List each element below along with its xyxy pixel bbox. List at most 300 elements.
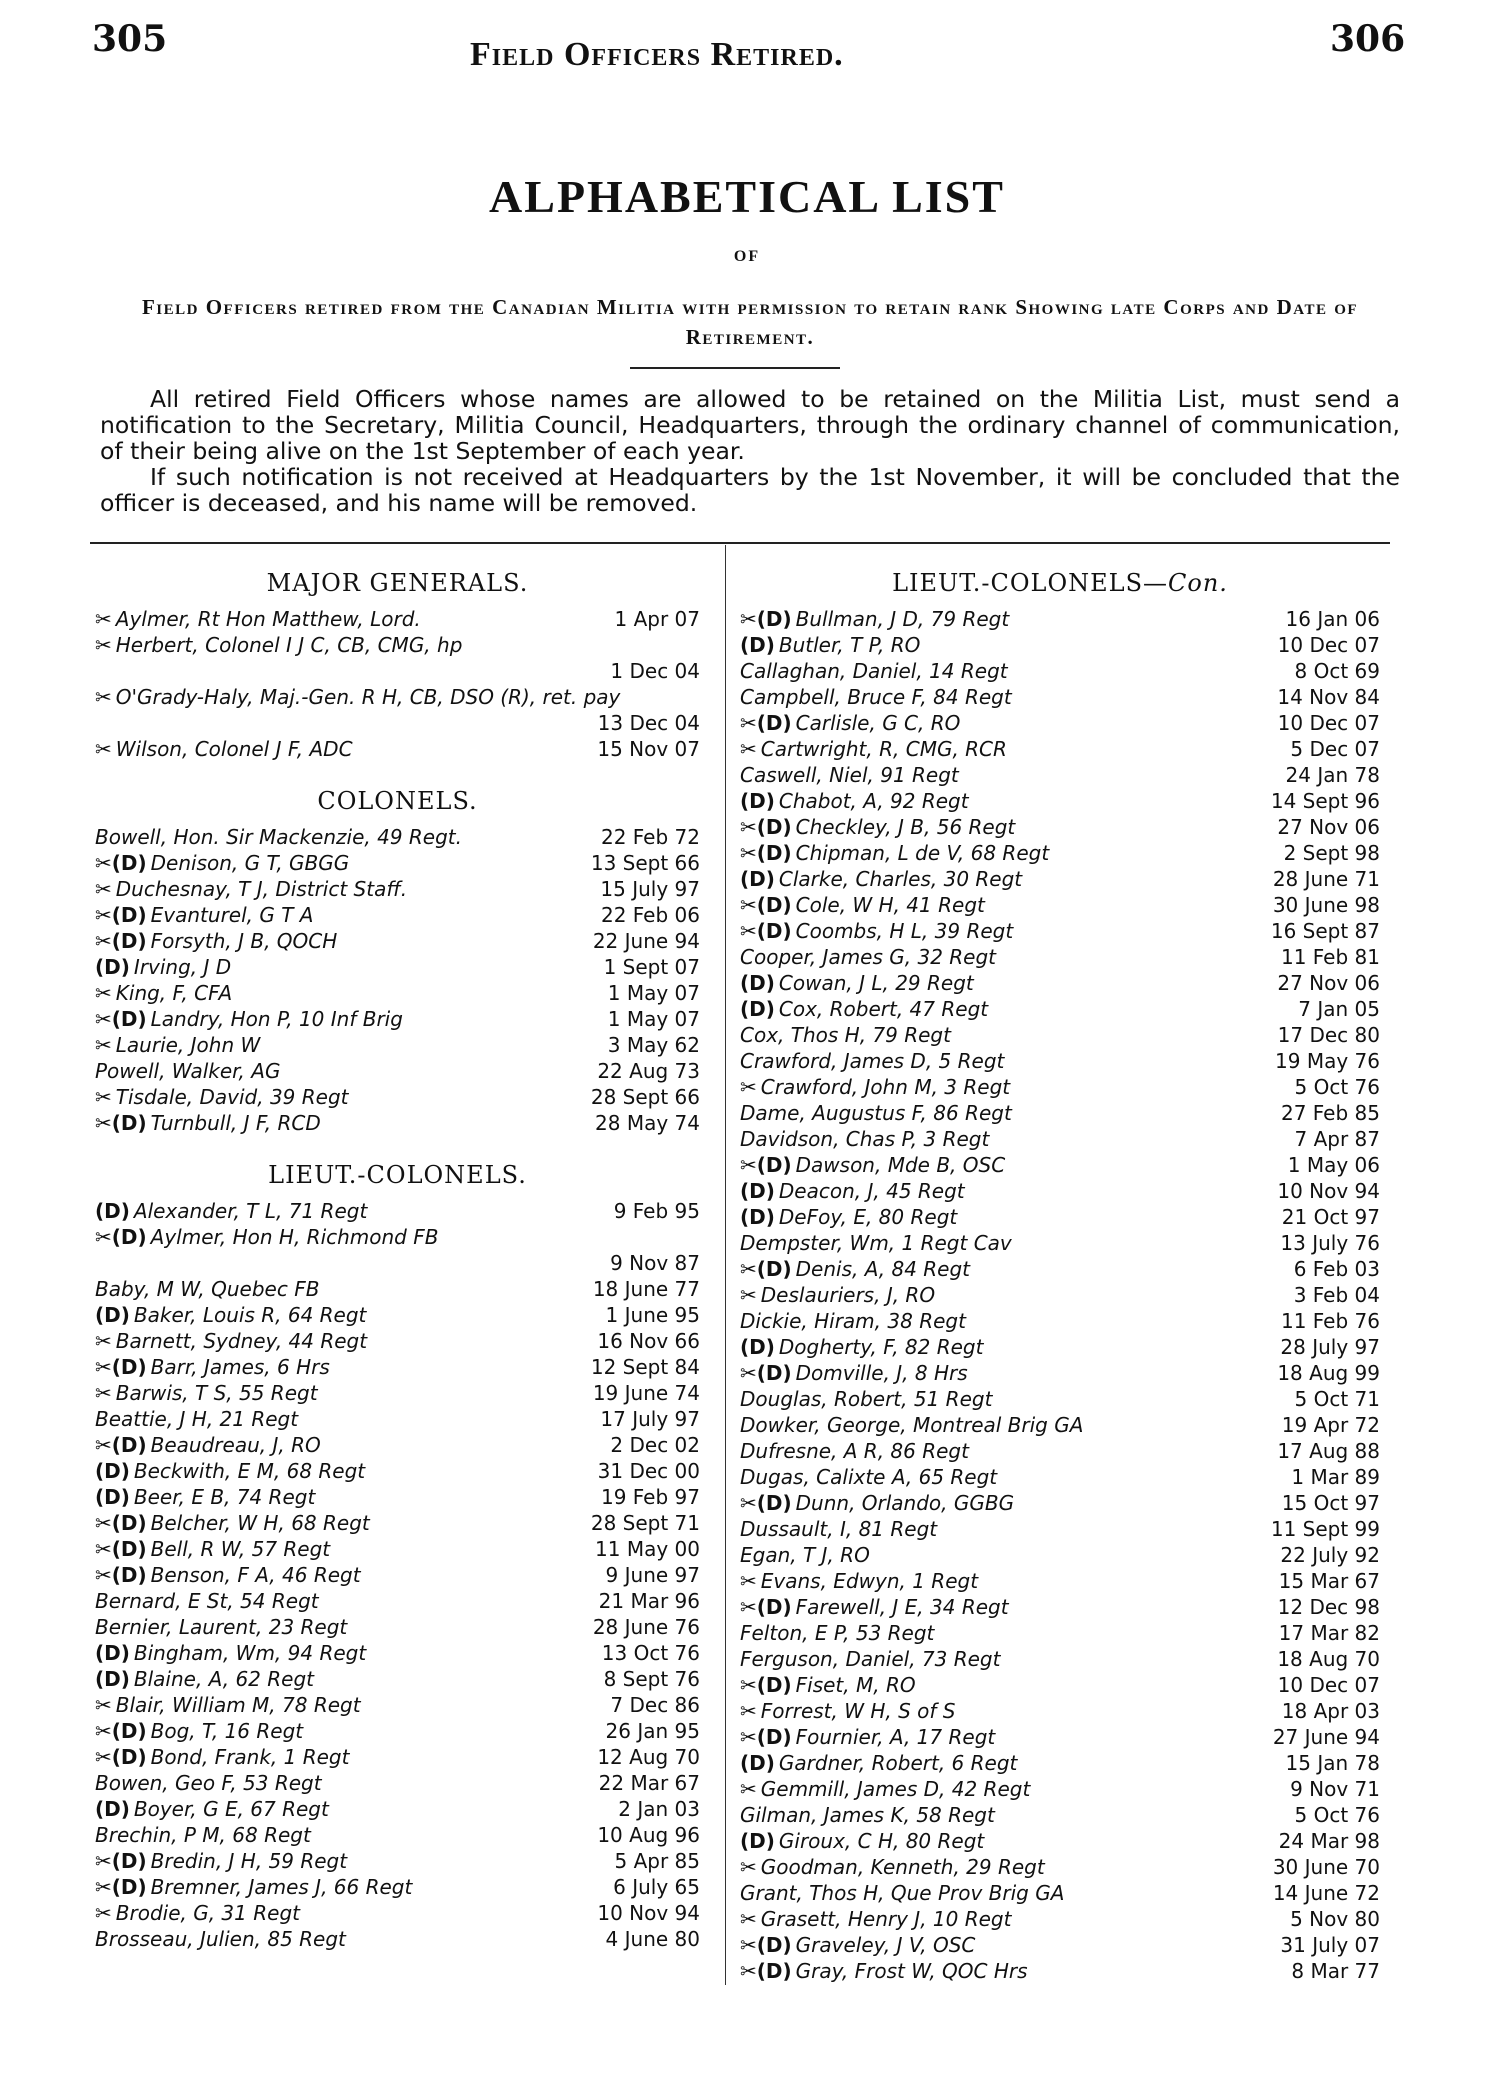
- list-item: [95, 1380, 700, 1406]
- officer-name-text: Domville, J, 8 Hrs: [795, 1361, 968, 1385]
- officer-name-text: Ferguson, Daniel, 73 Regt: [740, 1647, 1001, 1671]
- list-item: [95, 824, 700, 850]
- retirement-date: 16 Nov 66: [597, 1329, 700, 1353]
- officer-name: [95, 980, 232, 1006]
- entry-mark: ✂: [95, 633, 112, 657]
- officer-name-text: Baker, Louis R, 64 Regt: [133, 1303, 367, 1327]
- officer-name: [740, 1620, 934, 1646]
- entry-mark: (D): [95, 1303, 130, 1327]
- title-rule: [630, 367, 840, 369]
- officer-name-text: Gilman, James K, 58 Regt: [740, 1803, 995, 1827]
- officer-name: [95, 1058, 280, 1084]
- entry-mark: (D): [740, 1179, 775, 1203]
- list-item: [95, 1562, 700, 1588]
- officer-name-text: Bowell, Hon. Sir Mackenzie, 49 Regt.: [95, 825, 462, 849]
- list-item: [95, 1666, 700, 1692]
- officer-name: [740, 814, 1015, 840]
- lieut-colonels-list: [95, 1198, 700, 1952]
- retirement-date: 11 May 00: [595, 1537, 700, 1561]
- retirement-date: 1 June 95: [605, 1303, 700, 1327]
- officer-name: [95, 1406, 298, 1432]
- list-item: [740, 1074, 1380, 1100]
- retirement-date: 13 Sept 66: [590, 851, 700, 875]
- officer-name-text: Beaudreau, J, RO: [150, 1433, 321, 1457]
- officer-name-text: Chipman, L de V, 68 Regt: [795, 841, 1050, 865]
- entry-mark: ✂(D): [740, 607, 792, 631]
- entry-mark: ✂(D): [95, 1355, 147, 1379]
- officer-name-text: Dufresne, A R, 86 Regt: [740, 1439, 969, 1463]
- list-item: [95, 1692, 700, 1718]
- officer-name-text: Herbert, Colonel I J C, CB, CMG, hp: [115, 633, 463, 657]
- entry-mark: ✂(D): [740, 841, 792, 865]
- retirement-date: 5 Oct 76: [1294, 1075, 1380, 1099]
- officer-name-text: Dugas, Calixte A, 65 Regt: [740, 1465, 998, 1489]
- retirement-date: 17 Mar 82: [1278, 1621, 1380, 1645]
- entry-mark: ✂(D): [740, 919, 792, 943]
- list-item: [95, 632, 700, 684]
- officer-name-text: Wilson, Colonel J F, ADC: [115, 737, 353, 761]
- list-item: [95, 1276, 700, 1302]
- retirement-date: 10 Dec 07: [1277, 1673, 1380, 1697]
- heading-major-generals: MAJOR GENERALS.: [266, 569, 529, 597]
- officer-name: [95, 1328, 367, 1354]
- officer-name-text: Egan, T J, RO: [740, 1543, 870, 1567]
- entry-mark: ✂(D): [95, 851, 147, 875]
- officer-name: [740, 684, 1012, 710]
- retirement-date: 31 July 07: [1280, 1933, 1380, 1957]
- officer-name: [740, 1048, 1004, 1074]
- retirement-date: 16 Sept 87: [1270, 919, 1380, 943]
- officer-name-text: Cartwright, R, CMG, RCR: [760, 737, 1007, 761]
- officer-name: [740, 866, 1022, 892]
- retirement-date: 10 Dec 07: [1277, 711, 1380, 735]
- heading-lieut-colonels-continued: [740, 560, 1380, 606]
- officer-name: [740, 1022, 951, 1048]
- retirement-date: 5 Dec 07: [1290, 737, 1380, 761]
- officer-name: [740, 1594, 1009, 1620]
- major-generals-list: [95, 606, 700, 762]
- list-item: [740, 1880, 1380, 1906]
- retirement-date: 7 Jan 05: [1298, 997, 1380, 1021]
- officer-name: [95, 1874, 412, 1900]
- officer-name-text: Dickie, Hiram, 38 Regt: [740, 1309, 966, 1333]
- retirement-date: 21 Oct 97: [1281, 1205, 1380, 1229]
- retirement-date: 18 June 77: [592, 1277, 700, 1301]
- retirement-date: 1 May 07: [607, 981, 700, 1005]
- officer-name: [740, 1698, 956, 1724]
- entry-mark: ✂(D): [95, 1875, 147, 1899]
- running-title: Field Officers Retired.: [470, 36, 844, 73]
- officer-name-text: Bredin, J H, 59 Regt: [150, 1849, 348, 1873]
- officer-name-text: Alexander, T L, 71 Regt: [133, 1199, 368, 1223]
- officer-name: [740, 840, 1049, 866]
- list-item: [740, 606, 1380, 632]
- retirement-date: 12 Sept 84: [590, 1355, 700, 1379]
- retirement-date: 9 Nov 87: [610, 1251, 700, 1275]
- retirement-date: 24 Jan 78: [1285, 763, 1380, 787]
- officer-name-text: Duchesnay, T J, District Staff.: [115, 877, 408, 901]
- list-item: [95, 1874, 700, 1900]
- officer-name: [740, 1256, 970, 1282]
- officer-name-text: Fiset, M, RO: [795, 1673, 916, 1697]
- officer-name-text: Checkley, J B, 56 Regt: [795, 815, 1016, 839]
- officer-name: [740, 996, 988, 1022]
- section-rule: [90, 542, 1390, 544]
- officer-name: [740, 892, 985, 918]
- entry-mark: ✂(D): [95, 1007, 147, 1031]
- entry-mark: ✂: [740, 1283, 757, 1307]
- list-item: [740, 944, 1380, 970]
- list-item: [95, 1302, 700, 1328]
- officer-name: [95, 850, 349, 876]
- entry-mark: ✂: [740, 1907, 757, 1931]
- entry-mark: ✂(D): [95, 929, 147, 953]
- list-item: [740, 1386, 1380, 1412]
- officer-name-text: Forsyth, J B, QOCH: [150, 929, 338, 953]
- entry-mark: ✂: [740, 1075, 757, 1099]
- officer-name-text: Gray, Frost W, QOC Hrs: [795, 1959, 1028, 1983]
- entry-mark: ✂(D): [740, 1725, 792, 1749]
- list-item: [95, 1198, 700, 1224]
- retirement-date: 15 Jan 78: [1285, 1751, 1380, 1775]
- officer-name-text: Davidson, Chas P, 3 Regt: [740, 1127, 990, 1151]
- retirement-date: 7 Dec 86: [610, 1693, 700, 1717]
- list-item: [740, 1646, 1380, 1672]
- retirement-date: 22 June 94: [592, 929, 700, 953]
- officer-name: [740, 1152, 1005, 1178]
- list-item: [95, 1900, 700, 1926]
- retirement-date: 28 Sept 66: [590, 1085, 700, 1109]
- officer-name: [740, 762, 959, 788]
- officer-name: [740, 1178, 965, 1204]
- officer-name-text: Cowan, J L, 29 Regt: [778, 971, 974, 995]
- list-item: [740, 996, 1380, 1022]
- list-item: [740, 1854, 1380, 1880]
- list-item: [740, 970, 1380, 996]
- officer-name-text: Denison, G T, GBGG: [150, 851, 350, 875]
- officer-name-text: Grant, Thos H, Que Prov Brig GA: [740, 1881, 1065, 1905]
- officer-name: [740, 1438, 969, 1464]
- entry-mark: ✂: [95, 1381, 112, 1405]
- entry-mark: ✂(D): [95, 903, 147, 927]
- officer-name-text: Barnett, Sydney, 44 Regt: [115, 1329, 368, 1353]
- officer-name: [95, 1084, 349, 1110]
- entry-mark: ✂: [95, 1901, 112, 1925]
- officer-name-text: Felton, E P, 53 Regt: [740, 1621, 935, 1645]
- retirement-date: 27 Feb 85: [1280, 1101, 1380, 1125]
- colonels-list: [95, 824, 700, 1136]
- officer-name: [95, 1224, 438, 1250]
- entry-mark: ✂(D): [740, 1153, 792, 1177]
- officer-name-text: Barwis, T S, 55 Regt: [115, 1381, 318, 1405]
- officer-name-text: Caswell, Niel, 91 Regt: [740, 763, 959, 787]
- officer-name: [95, 1692, 361, 1718]
- retirement-date: 18 Aug 99: [1277, 1361, 1380, 1385]
- officer-name: [740, 970, 974, 996]
- entry-mark: (D): [95, 1667, 130, 1691]
- list-item: [95, 736, 700, 762]
- retirement-date: 14 Nov 84: [1277, 685, 1380, 709]
- officer-name-text: Turnbull, J F, RCD: [150, 1111, 321, 1135]
- list-item: [740, 736, 1380, 762]
- retirement-date: 6 July 65: [613, 1875, 700, 1899]
- entry-mark: ✂: [740, 1569, 757, 1593]
- retirement-date: 8 Mar 77: [1291, 1959, 1380, 1983]
- officer-name: [740, 1464, 997, 1490]
- list-item: [95, 606, 700, 632]
- officer-name: [740, 632, 920, 658]
- list-item: [740, 1906, 1380, 1932]
- officer-name: [740, 1282, 935, 1308]
- officer-name: [95, 1848, 347, 1874]
- left-column: [95, 560, 700, 1952]
- officer-name-text: Bell, R W, 57 Regt: [150, 1537, 331, 1561]
- retirement-date: 1 Apr 07: [614, 607, 700, 631]
- retirement-date: 11 Feb 81: [1280, 945, 1380, 969]
- entry-mark: ✂(D): [95, 1849, 147, 1873]
- officer-name: [95, 1432, 321, 1458]
- officer-name-text: Gemmill, James D, 42 Regt: [760, 1777, 1031, 1801]
- officer-name: [95, 1796, 329, 1822]
- entry-mark: ✂(D): [740, 1959, 792, 1983]
- entry-mark: ✂: [95, 1329, 112, 1353]
- officer-name: [740, 1880, 1064, 1906]
- entry-mark: ✂: [95, 1693, 112, 1717]
- officer-name-text: Carlisle, G C, RO: [795, 711, 961, 735]
- list-item: [740, 1100, 1380, 1126]
- retirement-date: 27 Nov 06: [1277, 971, 1380, 995]
- entry-mark: ✂: [740, 1777, 757, 1801]
- officer-name-text: Brosseau, Julien, 85 Regt: [95, 1927, 346, 1951]
- officer-name-text: Giroux, C H, 80 Regt: [778, 1829, 985, 1853]
- officer-name-text: Barr, James, 6 Hrs: [150, 1355, 330, 1379]
- officer-name: [95, 1006, 403, 1032]
- retirement-date: 7 Apr 87: [1294, 1127, 1380, 1151]
- list-item: [95, 1588, 700, 1614]
- officer-name-text: O'Grady-Haly, Maj.-Gen. R H, CB, DSO (R), ret. pay: [115, 685, 621, 709]
- retirement-date: 5 Nov 80: [1290, 1907, 1380, 1931]
- officer-name: [95, 1380, 318, 1406]
- officer-name: [740, 736, 1007, 762]
- retirement-date: 2 Sept 98: [1283, 841, 1380, 865]
- list-item: [740, 1178, 1380, 1204]
- officer-name: [740, 606, 1009, 632]
- officer-name-text: Farewell, J E, 34 Regt: [795, 1595, 1009, 1619]
- officer-name: [95, 1536, 330, 1562]
- officer-name-text: Fournier, A, 17 Regt: [795, 1725, 996, 1749]
- officer-name: [95, 1744, 349, 1770]
- lieut-colonels-continued-list: [740, 606, 1380, 1984]
- list-item: [740, 1516, 1380, 1542]
- officer-name: [95, 1900, 300, 1926]
- list-item: [95, 1032, 700, 1058]
- officer-name: [95, 606, 421, 632]
- retirement-date: 1 May 06: [1287, 1153, 1380, 1177]
- officer-name-text: Brechin, P M, 68 Regt: [95, 1823, 311, 1847]
- retirement-date: 17 Aug 88: [1277, 1439, 1380, 1463]
- officer-name: [740, 1854, 1045, 1880]
- list-item: [740, 1698, 1380, 1724]
- officer-name: [95, 1614, 347, 1640]
- list-item: [740, 1438, 1380, 1464]
- list-item: [740, 892, 1380, 918]
- list-item: [740, 840, 1380, 866]
- entry-mark: ✂(D): [740, 1257, 792, 1281]
- entry-mark: (D): [740, 1205, 775, 1229]
- list-item: [740, 1750, 1380, 1776]
- list-item: [740, 762, 1380, 788]
- officer-name-text: Landry, Hon P, 10 Inf Brig: [150, 1007, 403, 1031]
- page-number-right: 306: [1330, 18, 1406, 60]
- entry-mark: ✂(D): [740, 893, 792, 917]
- retirement-date: 28 May 74: [595, 1111, 700, 1135]
- officer-name: [740, 1724, 995, 1750]
- officer-name-text: Bog, T, 16 Regt: [150, 1719, 304, 1743]
- officer-name-text: Butler, T P, RO: [778, 633, 921, 657]
- list-item: [740, 1490, 1380, 1516]
- officer-name: [95, 1822, 311, 1848]
- list-item: [95, 954, 700, 980]
- retirement-date: 15 Oct 97: [1281, 1491, 1380, 1515]
- list-item: [740, 1308, 1380, 1334]
- list-item: [740, 1334, 1380, 1360]
- retirement-date: 9 June 97: [605, 1563, 700, 1587]
- entry-mark: ✂(D): [95, 1433, 147, 1457]
- officer-name: [740, 1802, 995, 1828]
- officer-name: [95, 1640, 366, 1666]
- officer-name: [740, 1230, 1012, 1256]
- officer-name: [740, 1074, 1010, 1100]
- officer-name: [740, 1672, 916, 1698]
- retirement-date: 11 Sept 99: [1270, 1517, 1380, 1541]
- officer-name-text: Laurie, John W: [115, 1033, 261, 1057]
- list-item: [95, 1614, 700, 1640]
- retirement-date: 13 July 76: [1280, 1231, 1380, 1255]
- entry-mark: ✂: [95, 981, 112, 1005]
- officer-name: [740, 1750, 1017, 1776]
- entry-mark: (D): [740, 997, 775, 1021]
- officer-name-text: Bremner, James J, 66 Regt: [150, 1875, 413, 1899]
- officer-name: [740, 710, 960, 736]
- officer-name-text: Cox, Robert, 47 Regt: [778, 997, 989, 1021]
- heading-lieut-colonels: LIEUT.-COLONELS.: [268, 1161, 527, 1189]
- officer-name: [95, 876, 407, 902]
- officer-name: [95, 1588, 319, 1614]
- officer-name-text: Brodie, G, 31 Regt: [115, 1901, 300, 1925]
- column-divider: [725, 545, 726, 1985]
- officer-name: [95, 1484, 315, 1510]
- list-item: [740, 1958, 1380, 1984]
- retirement-date: 5 Oct 71: [1294, 1387, 1380, 1411]
- entry-mark: ✂(D): [95, 1111, 147, 1135]
- retirement-date: 28 June 76: [592, 1615, 700, 1639]
- list-item: [740, 1360, 1380, 1386]
- retirement-date: 19 Feb 97: [600, 1485, 700, 1509]
- retirement-date: 17 Dec 80: [1277, 1023, 1380, 1047]
- retirement-date: 22 Feb 06: [600, 903, 700, 927]
- list-item: [95, 1354, 700, 1380]
- list-item: [740, 1152, 1380, 1178]
- retirement-date: 22 Mar 67: [598, 1771, 700, 1795]
- officer-name: [95, 736, 353, 762]
- list-item: [740, 1464, 1380, 1490]
- officer-name: [740, 918, 1013, 944]
- retirement-date: 10 Aug 96: [597, 1823, 700, 1847]
- officer-name-text: Bernard, E St, 54 Regt: [95, 1589, 319, 1613]
- officer-name: [740, 788, 969, 814]
- retirement-date: 2 Dec 02: [610, 1433, 700, 1457]
- retirement-date: 26 Jan 95: [605, 1719, 700, 1743]
- officer-name: [740, 658, 1008, 684]
- list-item: [95, 1224, 700, 1276]
- officer-name-text: Cooper, James G, 32 Regt: [740, 945, 997, 969]
- officer-name: [740, 1100, 1012, 1126]
- officer-name-text: Coombs, H L, 39 Regt: [795, 919, 1014, 943]
- entry-mark: ✂: [740, 737, 757, 761]
- list-item: [740, 1594, 1380, 1620]
- retirement-date: 12 Dec 98: [1277, 1595, 1380, 1619]
- officer-name-text: Bingham, Wm, 94 Regt: [133, 1641, 367, 1665]
- list-item: [740, 918, 1380, 944]
- officer-name-text: Beattie, J H, 21 Regt: [95, 1407, 299, 1431]
- retirement-date: 22 Aug 73: [597, 1059, 700, 1083]
- entry-mark: (D): [740, 867, 775, 891]
- list-item: [95, 1458, 700, 1484]
- entry-mark: (D): [95, 1797, 130, 1821]
- officer-name-text: Goodman, Kenneth, 29 Regt: [760, 1855, 1045, 1879]
- officer-name-text: Dussault, I, 81 Regt: [740, 1517, 938, 1541]
- list-item: [95, 684, 700, 736]
- retirement-date: 5 Oct 76: [1294, 1803, 1380, 1827]
- officer-name: [740, 1828, 984, 1854]
- officer-name: [95, 954, 231, 980]
- list-item: [740, 1126, 1380, 1152]
- list-item: [740, 1412, 1380, 1438]
- officer-name-text: Campbell, Bruce F, 84 Regt: [740, 685, 1012, 709]
- officer-name-text: Blaine, A, 62 Regt: [133, 1667, 314, 1691]
- officer-name: [95, 928, 337, 954]
- list-item: [740, 710, 1380, 736]
- retirement-date: 9 Nov 71: [1290, 1777, 1380, 1801]
- entry-mark: ✂(D): [95, 1563, 147, 1587]
- list-item: [95, 1718, 700, 1744]
- list-item: [740, 1932, 1380, 1958]
- retirement-date: 13 Dec 04: [597, 711, 700, 735]
- list-item: [740, 788, 1380, 814]
- officer-name: [740, 1360, 968, 1386]
- officer-name-text: Aylmer, Rt Hon Matthew, Lord.: [115, 607, 421, 631]
- officer-name-text: Deslauriers, J, RO: [760, 1283, 936, 1307]
- officer-name: [95, 1354, 330, 1380]
- entry-mark: ✂(D): [740, 1673, 792, 1697]
- retirement-date: 4 June 80: [605, 1927, 700, 1951]
- retirement-date: 8 Oct 69: [1294, 659, 1380, 683]
- notice-paragraph-1: All retired Field Officers whose names are allowed to be retained on the Militia List, must send a notification to the Secretary, Militia Council, Headquarters, through the ordinary channel of communication, of their being alive on the 1st September of each year.: [100, 385, 1400, 465]
- entry-mark: ✂: [95, 1033, 112, 1057]
- entry-mark: ✂: [740, 1699, 757, 1723]
- retirement-date: 28 July 97: [1280, 1335, 1380, 1359]
- officer-name-text: Callaghan, Daniel, 14 Regt: [740, 659, 1008, 683]
- officer-name-text: Bullman, J D, 79 Regt: [795, 607, 1010, 631]
- officer-name-text: Forrest, W H, S of S: [760, 1699, 956, 1723]
- list-item: [740, 1204, 1380, 1230]
- officer-name: [740, 1308, 966, 1334]
- entry-mark: (D): [740, 1751, 775, 1775]
- entry-mark: ✂(D): [95, 1745, 147, 1769]
- list-item: [740, 1022, 1380, 1048]
- officer-name: [740, 1906, 1011, 1932]
- heading-colonels: COLONELS.: [317, 787, 478, 815]
